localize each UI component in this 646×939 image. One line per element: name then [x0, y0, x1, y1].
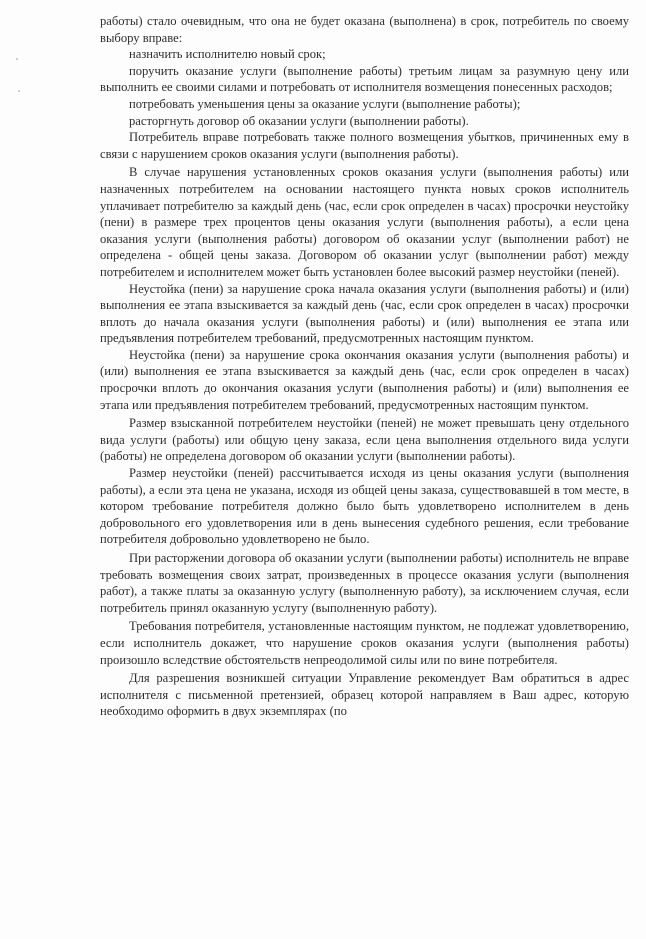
- paragraph: работы) стало очевидным, что она не будет оказана (выполнена) в срок, потребитель по своему выбору вправе:: [100, 14, 629, 45]
- paragraph: Размер взысканной потребителем неустойки (пеней) не может превышать цену отдельного вида услуги (работы) или общую цену заказа, если цена выполнения отдельного вида услуги (работы) не определена договором об оказании услуги (выполнении работы).: [100, 416, 629, 464]
- list-item: потребовать уменьшения цены за оказание услуги (выполнение работы);: [129, 96, 521, 111]
- paragraph: Для разрешения возникшей ситуации Управление рекомендует Вам обратиться в адрес исполнителя с письменной претензией, образец которой направляем в Ваш адрес, которую необходимо оформить в двух экземплярах (по: [100, 671, 629, 719]
- paragraph: При расторжении договора об оказании услуги (выполнении работы) исполнитель не вправе требовать возмещения своих затрат, произведенных в процессе оказания услуги (выполнения работ), а также платы за оказанную услугу (выполненную работу), за исключением случая, если потребитель принял оказанную услугу (выполненную работу).: [100, 551, 629, 615]
- paragraph: Неустойка (пени) за нарушение срока начала оказания услуги (выполнения работы) и (или) выполнения ее этапа взыскивается за каждый день (час, если срок определен в часах) просрочки вплоть до начала оказания услуги (выполнения работы) и (или) выполнения ее этапа или предъявления потребителем требований, предусмотренных настоящим пунктом.: [100, 281, 629, 346]
- list-item: поручить оказание услуги (выполнение работы) третьим лицам за разумную цену или выполнить ее своими силами и потребовать от исполнителя возмещения понесенных расходов;: [100, 63, 629, 95]
- paragraph: В случае нарушения установленных сроков оказания услуги (выполнения работы) или назначенных потребителем на основании настоящего пункта новых сроков исполнитель уплачивает потребителю за каждый день (час, если срок определен в часах) просрочки неустойку (пени) в размере трех процентов цены оказания услуги (выполнения работы), а если цена оказания услуги (выполнения работы) договором об оказании услуг (выполнении работ) не определена - общей цены заказа. Договором об оказании услуг (выполнении работ) между потребителем и исполнителем может быть установлен более высокий размер неустойки (пеней).: [100, 165, 629, 279]
- scan-speck: [16, 58, 18, 60]
- paragraph: Размер неустойки (пеней) рассчитывается исходя из цены оказания услуги (выполнения работы), а если эта цена не указана, исходя из общей цены заказа, существовавшей в том месте, в котором требование потребителя должно было быть удовлетворено исполнителем в день добровольного его удовлетворения или в день вынесения судебного решения, если требование потребителя добровольно удовлетворено не было.: [100, 466, 629, 547]
- list-item: назначить исполнителю новый срок;: [129, 47, 326, 62]
- paragraph: Неустойка (пени) за нарушение срока окончания оказания услуги (выполнения работы) и (или) выполнения ее этапа взыскивается за каждый день (час, если срок определен в часах) просрочки вплоть до окончания оказания услуги (выполнения работы) и (или) выполнения ее этапа или предъявления потребителем требований, предусмотренных настоящим пунктом.: [100, 347, 629, 412]
- list-item: расторгнуть договор об оказании услуги (выполнении работы).: [129, 113, 469, 128]
- document-body: [100, 13, 629, 720]
- paragraph: Требования потребителя, установленные настоящим пунктом, не подлежат удовлетворению, если исполнитель докажет, что нарушение сроков оказания услуги (выполнения работы) произошло вследствие обстоятельств непреодолимой силы или по вине потребителя.: [100, 619, 629, 667]
- paragraph: Потребитель вправе потребовать также полного возмещения убытков, причиненных ему в связи с нарушением сроков оказания услуги (выполнения работы).: [100, 130, 629, 161]
- scan-speck: [18, 90, 20, 92]
